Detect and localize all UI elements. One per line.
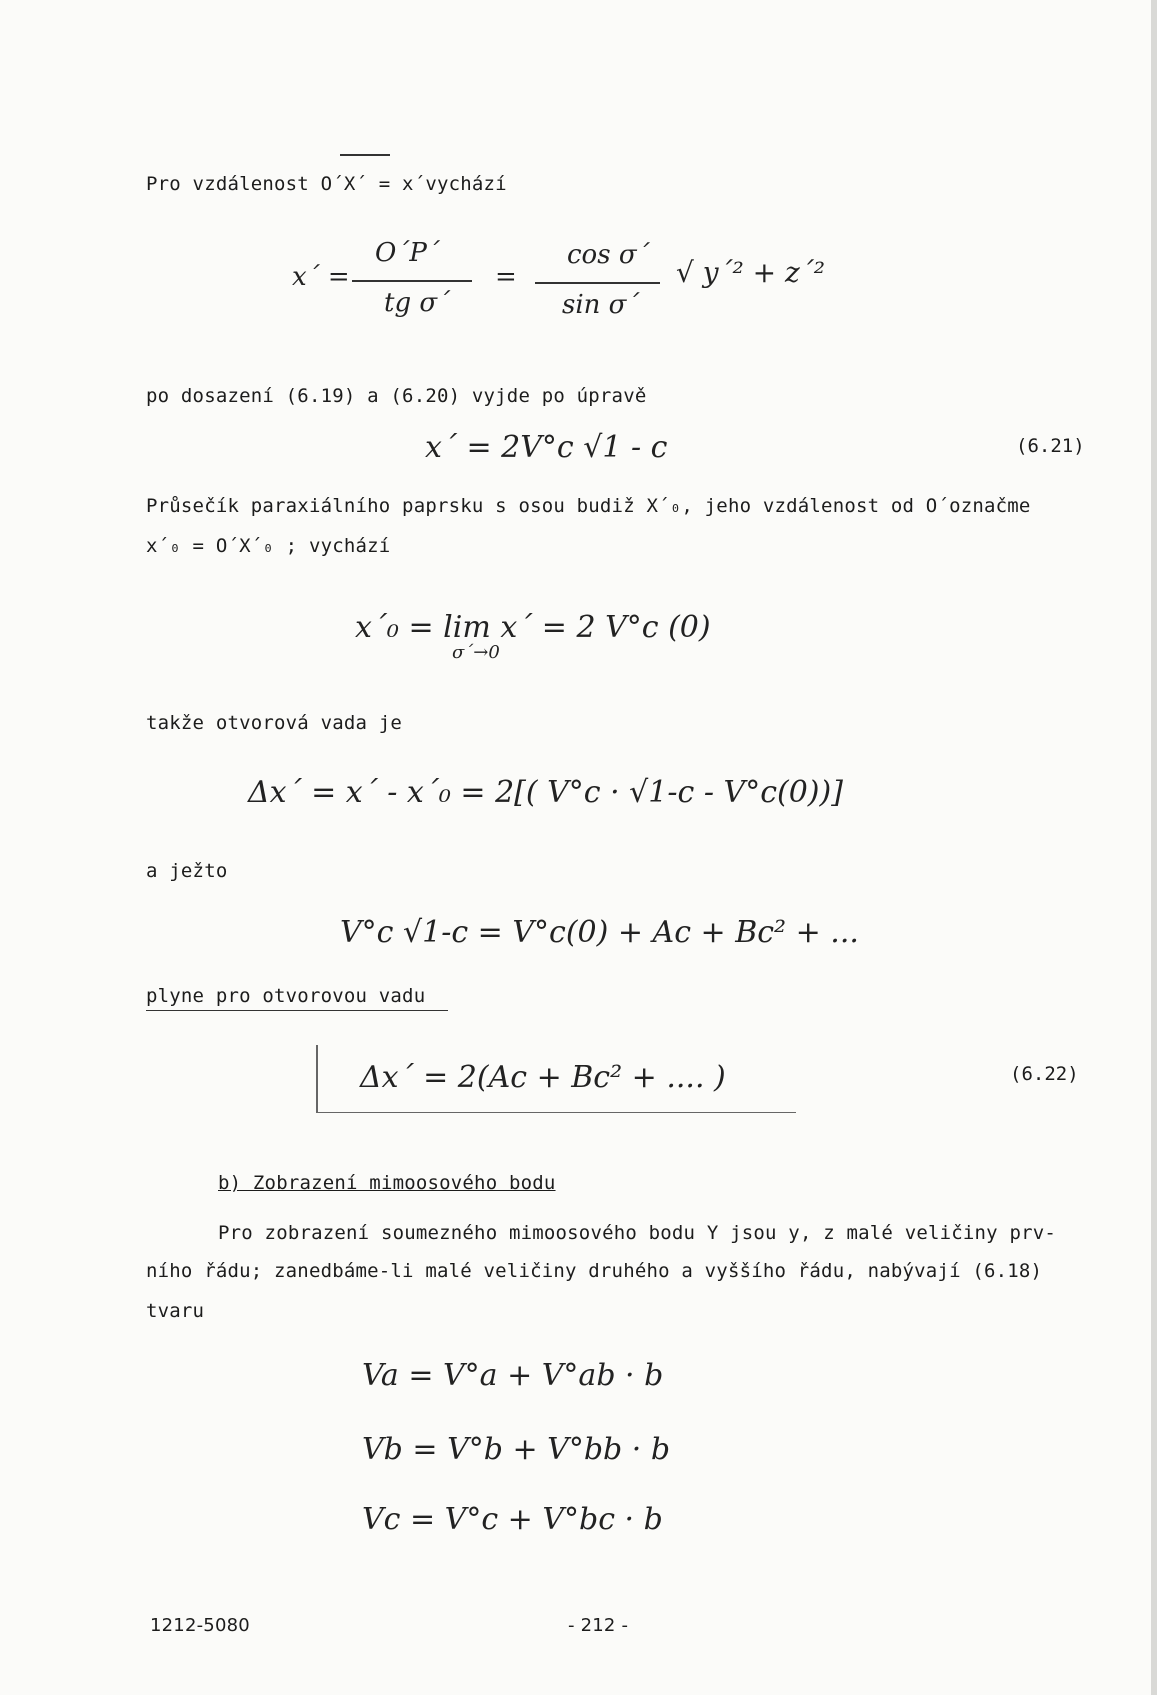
eq1-denominator: tg σ´: [384, 288, 451, 318]
equation-aperture-error: Δx´ = x´ - x´₀ = 2[( V°c · √1-c - V°c(0))]: [248, 775, 843, 810]
section-heading-off-axis: b) Zobrazení mimoosového bodu: [218, 1172, 556, 1194]
footer-document-id: 1212-5080: [150, 1615, 250, 1636]
box-left-stroke: [316, 1045, 318, 1113]
paragraph-off-axis-3: tvaru: [146, 1300, 205, 1322]
equation-label-6-22: (6.22): [1010, 1063, 1079, 1085]
paragraph-off-axis-1: Pro zobrazení soumezného mimoosového bodu Y jsou y, z malé veličiny prv-: [218, 1222, 1057, 1244]
eq1-lhs: x´ =: [292, 262, 350, 292]
eq1-fraction-bar: [352, 280, 472, 282]
eq1-fraction-bar-2: [535, 282, 660, 284]
handwritten-underline: [146, 1010, 448, 1011]
equation-6-22: Δx´ = 2(Ac + Bc² + .... ): [360, 1060, 726, 1095]
equation-series: V°c √1-c = V°c(0) + Ac + Bc² + ...: [340, 915, 859, 950]
overline-mark: [340, 154, 390, 156]
page-edge-shadow: [1151, 0, 1157, 1695]
equation-6-21: x´ = 2V°c √1 - c: [425, 430, 668, 465]
paragraph-distance-intro: Pro vzdálenost O´X´ = x´vychází: [146, 173, 507, 195]
equation-limit-subscript: σ´→0: [452, 642, 500, 663]
eq1-denominator-sin: sin σ´: [562, 290, 640, 320]
eq1-numerator: O´P´: [375, 238, 440, 268]
equation-vb: Vb = V°b + V°bb · b: [362, 1432, 671, 1467]
equation-va: Va = V°a + V°ab · b: [362, 1358, 664, 1393]
eq1-numerator-cos: cos σ´: [567, 240, 650, 270]
paragraph-aperture-error: takže otvorová vada je: [146, 712, 403, 734]
equation-limit: x´₀ = lim x´ = 2 V°c (0): [355, 610, 711, 645]
paragraph-off-axis-2: ního řádu; zanedbáme-li malé veličiny druhého a vyššího řádu, nabývají (6.18): [146, 1260, 1043, 1282]
paragraph-whereas: a ježto: [146, 860, 228, 882]
paragraph-paraxial-intersection: Průsečík paraxiálního paprsku s osou budiž X´₀, jeho vzdálenost od O´označme: [146, 495, 1031, 517]
equation-label-6-21: (6.21): [1016, 435, 1085, 457]
eq1-root: √ y´² + z´²: [676, 256, 826, 289]
paragraph-paraxial-definition: x´₀ = O´X´₀ ; vychází: [146, 535, 391, 557]
footer-page-number: - 212 -: [568, 1615, 629, 1636]
paragraph-substitution: po dosazení (6.19) a (6.20) vyjde po úpravě: [146, 385, 647, 407]
paragraph-follows: plyne pro otvorovou vadu: [146, 985, 426, 1007]
equation-vc: Vc = V°c + V°bc · b: [362, 1502, 663, 1537]
eq1-equals: =: [495, 262, 517, 292]
box-bottom-stroke: [316, 1112, 796, 1113]
